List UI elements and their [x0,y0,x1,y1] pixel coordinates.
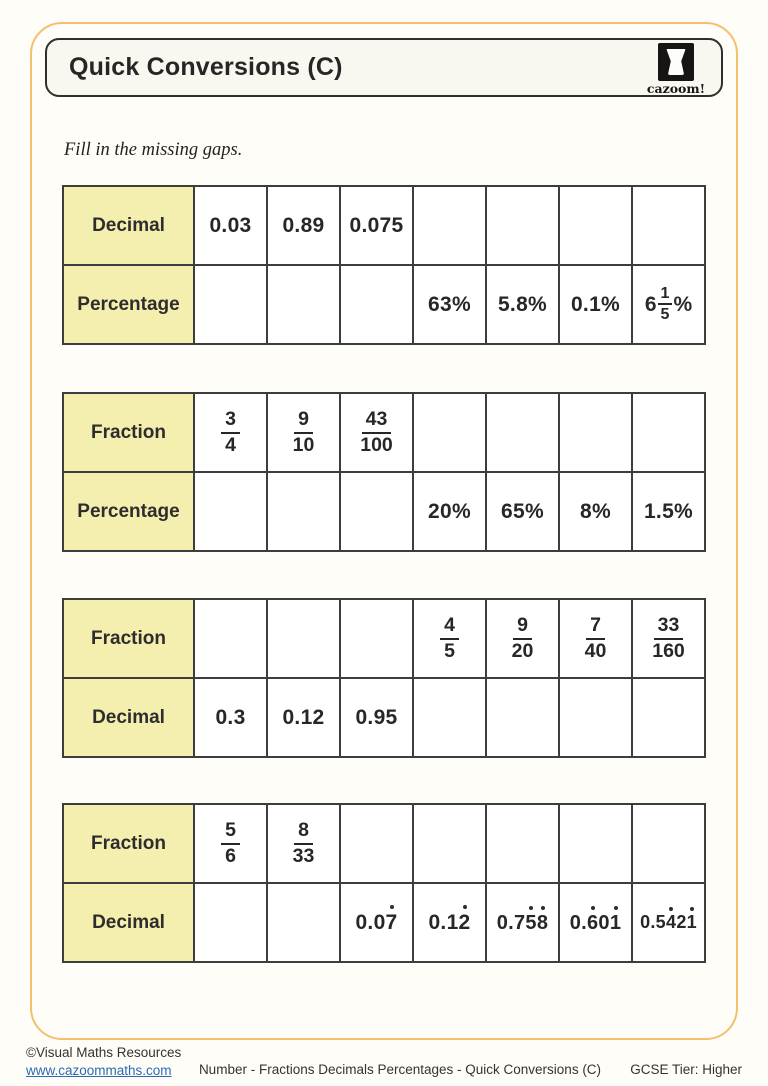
value-cell [559,472,632,551]
empty-answer-cell [486,393,559,472]
fraction-cell [267,393,340,472]
row-label-cell: Fraction [63,599,194,678]
empty-answer-cell [632,678,705,757]
empty-answer-cell [413,804,486,883]
value-cell [267,186,340,265]
cell-value: 0.12 [282,705,325,729]
row-label-cell: Decimal [63,678,194,757]
empty-answer-cell [267,599,340,678]
recurring-decimal-cell [340,883,413,962]
fraction-cell [559,599,632,678]
value-cell [413,472,486,551]
fraction-cell [194,804,267,883]
empty-answer-cell [559,678,632,757]
empty-answer-cell [340,265,413,344]
empty-answer-cell [267,265,340,344]
footer-tier-text: GCSE Tier: Higher [630,1062,742,1077]
recurring-decimal-value: 0.7 5 8 [496,911,549,934]
recurring-decimal-cell [413,883,486,962]
empty-answer-cell [340,804,413,883]
fraction-value: $\frac{8}{33}$ [292,818,315,867]
page-title: Quick Conversions (C) [69,53,343,81]
row-label-cell: Percentage [63,472,194,551]
empty-answer-cell [632,393,705,472]
cazoom-logo [639,43,713,99]
cell-value: 65% [501,499,544,523]
footer-copyright-block [26,1044,181,1079]
value-cell [486,265,559,344]
conversion-table-fraction-decimal-1 [62,598,706,758]
fraction-value: $\frac{33}{160}$ [652,613,685,662]
value-cell [413,265,486,344]
value-cell [559,265,632,344]
recurring-decimal-value: 0.5 4 2 1 [640,911,697,932]
empty-answer-cell [267,883,340,962]
fraction-value: $\frac{5}{6}$ [221,820,240,868]
cell-value: 5.8% [497,292,548,316]
recurring-decimal-value: 0. 6 0 1 [569,911,622,934]
conversion-table-fraction-percentage [62,392,706,552]
value-cell [632,472,705,551]
empty-answer-cell [340,472,413,551]
empty-answer-cell [194,472,267,551]
mixed-number-value: 6 $\frac{1}{5}$ % [644,285,693,323]
row-label-cell: Decimal [63,883,194,962]
copyright-text: ©Visual Maths Resources [26,1045,182,1060]
value-cell [486,472,559,551]
mixed-number-cell [632,265,705,344]
empty-answer-cell [486,186,559,265]
empty-answer-cell [340,599,413,678]
empty-answer-cell [413,678,486,757]
empty-answer-cell [194,265,267,344]
cell-value: 20% [428,499,471,523]
value-cell [340,678,413,757]
recurring-decimal-cell [559,883,632,962]
empty-answer-cell [486,678,559,757]
cell-value: 63% [428,292,471,316]
fraction-cell [194,393,267,472]
fraction-value: $\frac{1}{5}$ [658,285,673,324]
empty-answer-cell [632,804,705,883]
empty-answer-cell [486,804,559,883]
value-cell [194,186,267,265]
recurring-decimal-cell [632,883,705,962]
instruction-text: Fill in the missing gaps. [64,140,243,160]
empty-answer-cell [559,804,632,883]
title-box [45,38,723,97]
row-label-cell: Fraction [63,393,194,472]
row-label-cell: Percentage [63,265,194,344]
fraction-value: $\frac{4}{5}$ [440,615,459,663]
conversion-table-decimal-percentage [62,185,706,345]
recurring-decimal-value: 0.0 7 [355,910,398,934]
cell-value: 0.03 [209,213,252,237]
fraction-value: $\frac{7}{40}$ [584,613,607,662]
fraction-cell [340,393,413,472]
empty-answer-cell [632,186,705,265]
cell-value: 0.95 [355,705,398,729]
value-cell [267,678,340,757]
cell-value: 0.3 [215,705,246,729]
cell-value: 1.5% [643,499,694,523]
empty-answer-cell [194,599,267,678]
row-label-cell: Fraction [63,804,194,883]
value-cell [194,678,267,757]
cazoom-logo-text: cazoom! [646,81,706,96]
cell-value: 0.075 [349,213,404,237]
recurring-decimal-cell [486,883,559,962]
conversion-table-fraction-decimal-2 [62,803,706,963]
value-cell [340,186,413,265]
empty-answer-cell [559,393,632,472]
fraction-cell [267,804,340,883]
row-label-cell: Decimal [63,186,194,265]
cazoom-logo-icon [658,43,694,81]
fraction-value: $\frac{9}{20}$ [511,613,534,662]
fraction-value: $\frac{43}{100}$ [360,407,393,456]
empty-answer-cell [413,393,486,472]
empty-answer-cell [559,186,632,265]
cell-value: 0.1% [570,292,621,316]
footer-topic-text: Number - Fractions Decimals Percentages - Quick Conversions (C) [198,1062,602,1077]
cell-value: 8% [580,499,611,523]
cell-value: 0.89 [282,213,325,237]
empty-answer-cell [194,883,267,962]
recurring-decimal-value: 0.1 2 [428,910,471,934]
website-link[interactable]: www.cazoommaths.com [26,1062,172,1078]
fraction-cell [486,599,559,678]
empty-answer-cell [267,472,340,551]
empty-answer-cell [413,186,486,265]
fraction-cell [413,599,486,678]
fraction-value: $\frac{3}{4}$ [221,409,240,457]
fraction-cell [632,599,705,678]
fraction-value: $\frac{9}{10}$ [292,407,315,456]
